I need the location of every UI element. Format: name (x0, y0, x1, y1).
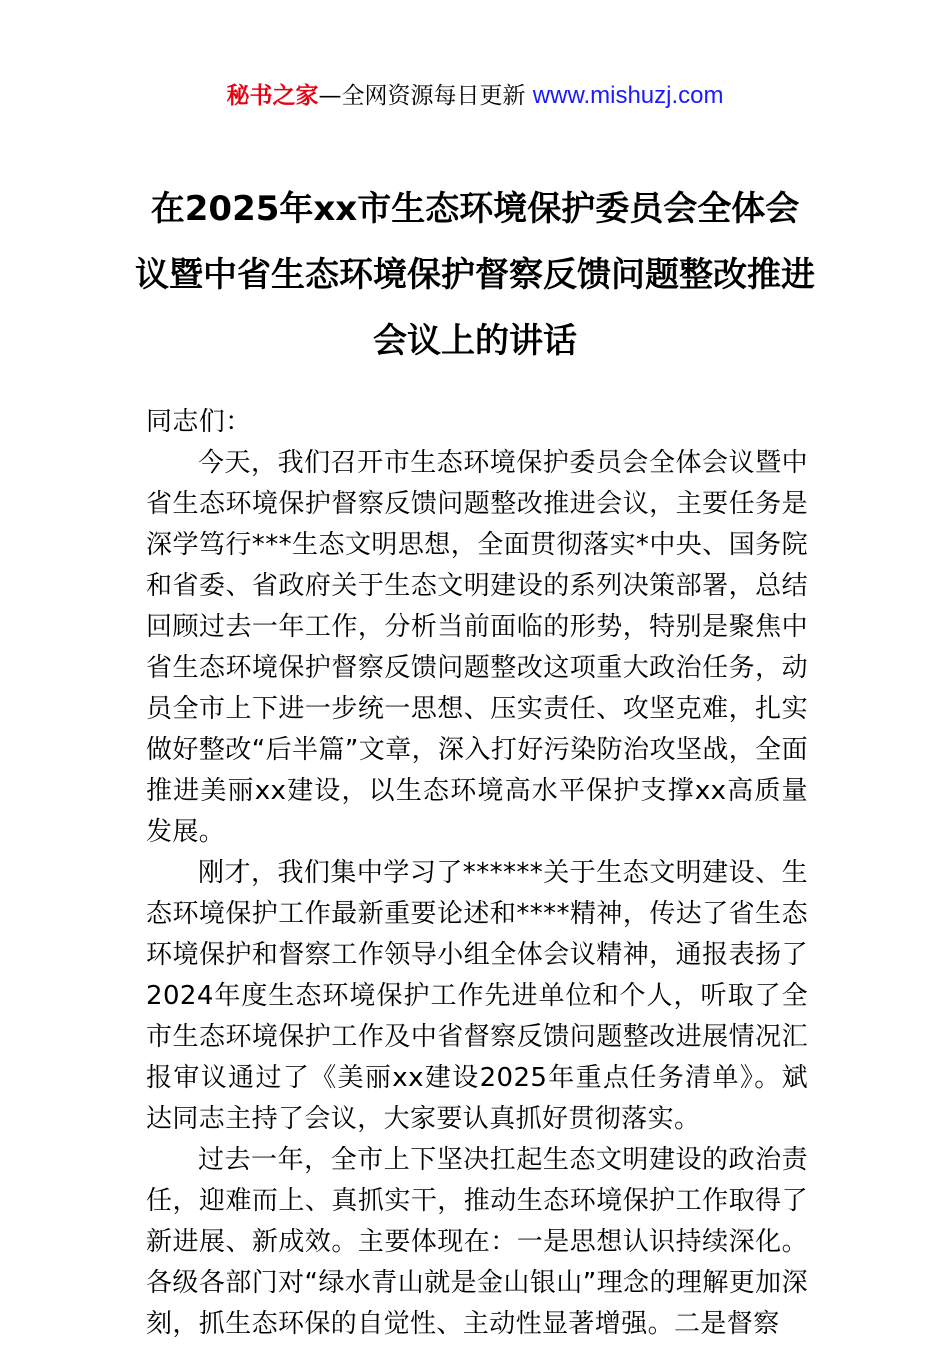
site-url-link[interactable]: www.mishuzj.com (532, 82, 724, 109)
paragraph-3: 过去一年，全市上下坚决扛起生态文明建设的政治责任，迎难而上、真抓实干，推动生态环境保护工作取得了新进展、新成效。主要体现在：一是思想认识持续深化。各级各部门对“绿水青山就是金山银山”理念的理解更加深刻，抓生态环保的自觉性、主动性显著增强。二是督察 (146, 1145, 808, 1339)
document-body (146, 402, 808, 1345)
salutation: 同志们： (146, 407, 252, 437)
document-title: 在2025年xx市生态环境保护委员会全体会议暨中省生态环境保护督察反馈问题整改推进会议上的讲话 (135, 189, 815, 361)
site-brand[interactable]: 秘书之家 (226, 83, 319, 109)
paragraph-2: 刚才，我们集中学习了******关于生态文明建设、生态环境保护工作最新重要论述和****精神，传达了省生态环境保护和督察工作领导小组全体会议精神，通报表扬了2024年度生态环境保护工作先进单位和个人，听取了全市生态环境保护工作及中省督察反馈问题整改进展情况汇报审议通过了《美丽xx建设2025年重点任务清单》。斌达同志主持了会议，大家要认真抓好贯彻落实。 (146, 858, 808, 1134)
site-header (0, 80, 950, 112)
site-tagline: —全网资源每日更新 (318, 83, 526, 109)
paragraph-1: 今天，我们召开市生态环境保护委员会全体会议暨中省生态环境保护督察反馈问题整改推进会议，主要任务是深学笃行***生态文明思想，全面贯彻落实*中央、国务院和省委、省政府关于生态文明建设的系列决策部署，总结回顾过去一年工作，分析当前面临的形势，特别是聚焦中省生态环境保护督察反馈问题整改这项重大政治任务，动员全市上下进一步统一思想、压实责任、攻坚克难，扎实做好整改“后半篇”文章，深入打好污染防治攻坚战，全面推进美丽xx建设，以生态环境高水平保护支撑xx高质量发展。 (146, 448, 808, 847)
